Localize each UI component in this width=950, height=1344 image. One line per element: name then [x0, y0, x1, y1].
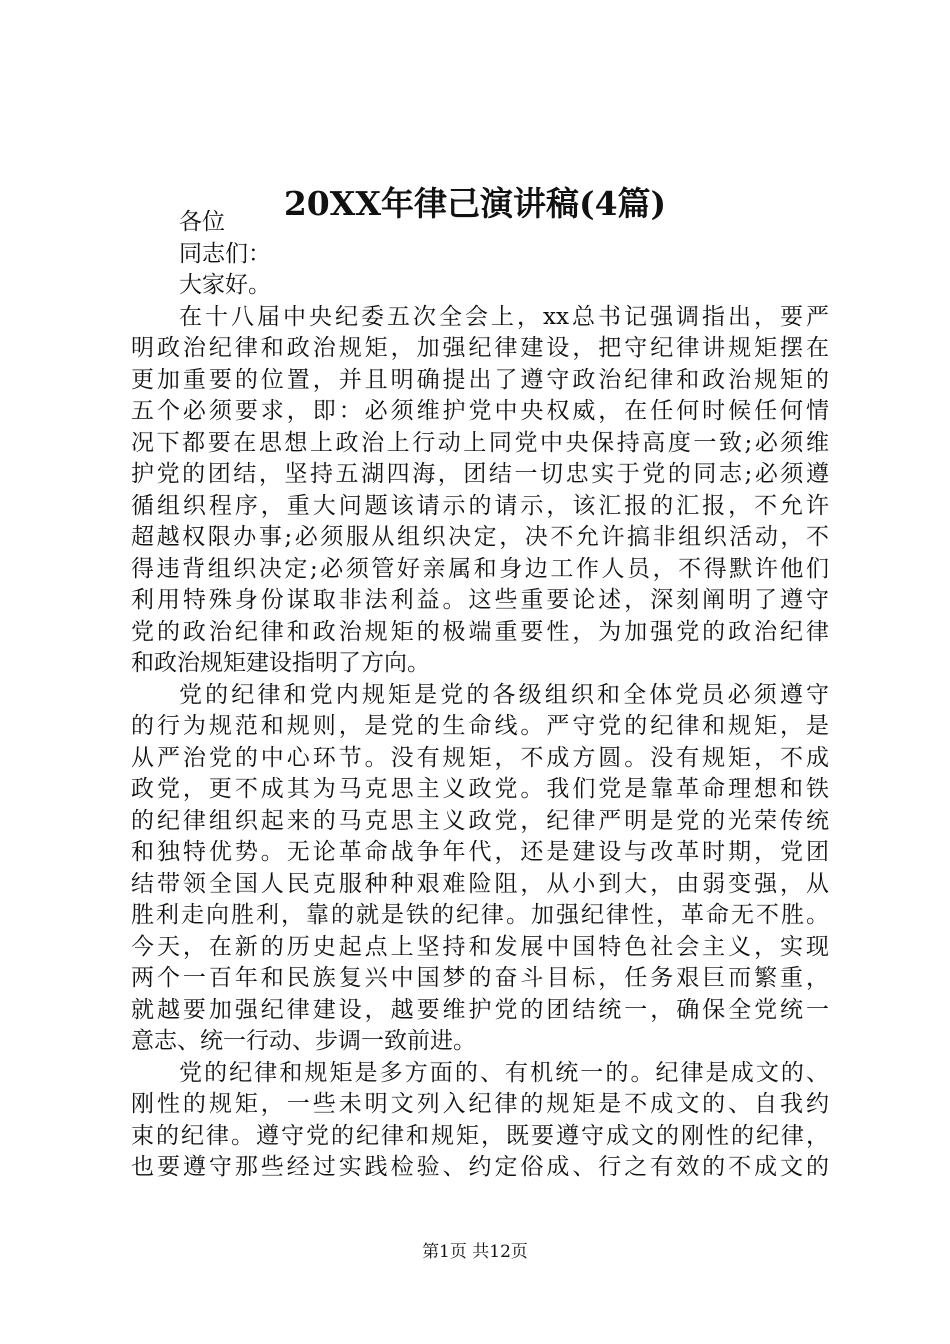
document-title: 20XX年律己演讲稿(4篇)	[283, 184, 667, 223]
text-line: 政党，更不成其为马克思主义政党。我们党是靠革命理想和铁	[131, 776, 829, 802]
text-line: 今天，在新的历史起点上坚持和发展中国特色社会主义，实现	[131, 933, 829, 960]
text-line: 就越要加强纪律建设，越要维护党的团结统一，确保全党统一	[131, 996, 829, 1023]
greeting-line: 同志们：	[179, 240, 271, 267]
text-line: 束的纪律。遵守党的纪律和规矩，既要遵守成文的刚性的纪律，	[131, 1122, 829, 1149]
text-line: 更加重要的位置，并且明确提出了遵守政治纪律和政治规矩的	[131, 366, 829, 393]
text-line: 和政治规矩建设指明了方向。	[131, 650, 430, 676]
text-line: 况下都要在思想上政治上行动上同党中央保持高度一致;必须维	[131, 429, 829, 456]
text-line: 在十八届中央纪委五次全会上，xx总书记强调指出，要严	[179, 303, 829, 330]
text-line: 得违背组织决定;必须管好亲属和身边工作人员，不得默许他们	[131, 555, 829, 582]
text-line: 循组织程序，重大问题该请示的请示，该汇报的汇报，不允许	[131, 492, 829, 519]
text-line: 和独特优势。无论革命战争年代，还是建设与改革时期，党团	[131, 839, 829, 865]
greeting-line: 大家好。	[179, 272, 271, 298]
paragraph	[131, 680, 829, 1058]
text-line: 党的纪律和党内规矩是党的各级组织和全体党员必须遵守	[179, 681, 829, 708]
paragraph	[131, 1058, 829, 1184]
paragraph	[131, 302, 829, 680]
page-footer: 第1页 共12页	[422, 1242, 528, 1262]
text-line: 五个必须要求，即：必须维护党中央权威，在任何时候任何情	[131, 398, 829, 424]
text-line: 两个一百年和民族复兴中国梦的奋斗目标，任务艰巨而繁重，	[131, 965, 829, 991]
text-line: 胜利走向胜利，靠的就是铁的纪律。加强纪律性，革命无不胜。	[131, 902, 829, 928]
document-body	[131, 207, 829, 1184]
text-line: 从严治党的中心环节。没有规矩，不成方圆。没有规矩，不成	[131, 744, 829, 771]
greeting-line: 各位	[179, 209, 225, 235]
text-line: 的行为规范和规则，是党的生命线。严守党的纪律和规矩，是	[131, 713, 829, 739]
text-line: 意志、统一行动、步调一致前进。	[131, 1028, 476, 1054]
text-line: 的纪律组织起来的马克思主义政党，纪律严明是党的光荣传统	[131, 807, 829, 834]
text-line: 护党的团结，坚持五湖四海，团结一切忠实于党的同志;必须遵	[131, 461, 829, 487]
text-line: 结带领全国人民克服种种艰难险阻，从小到大，由弱变强，从	[131, 870, 829, 897]
text-line: 利用特殊身份谋取非法利益。这些重要论述，深刻阐明了遵守	[131, 587, 829, 613]
text-line: 明政治纪律和政治规矩，加强纪律建设，把守纪律讲规矩摆在	[131, 335, 829, 361]
text-line: 刚性的规矩，一些未明文列入纪律的规矩是不成文的、自我约	[131, 1091, 829, 1117]
text-line: 也要遵守那些经过实践检验、约定俗成、行之有效的不成文的	[131, 1154, 829, 1180]
text-line: 超越权限办事;必须服从组织决定，决不允许搞非组织活动，不	[131, 524, 829, 550]
text-line: 党的政治纪律和政治规矩的极端重要性，为加强党的政治纪律	[131, 618, 829, 645]
text-line: 党的纪律和规矩是多方面的、有机统一的。纪律是成文的、	[179, 1059, 829, 1086]
